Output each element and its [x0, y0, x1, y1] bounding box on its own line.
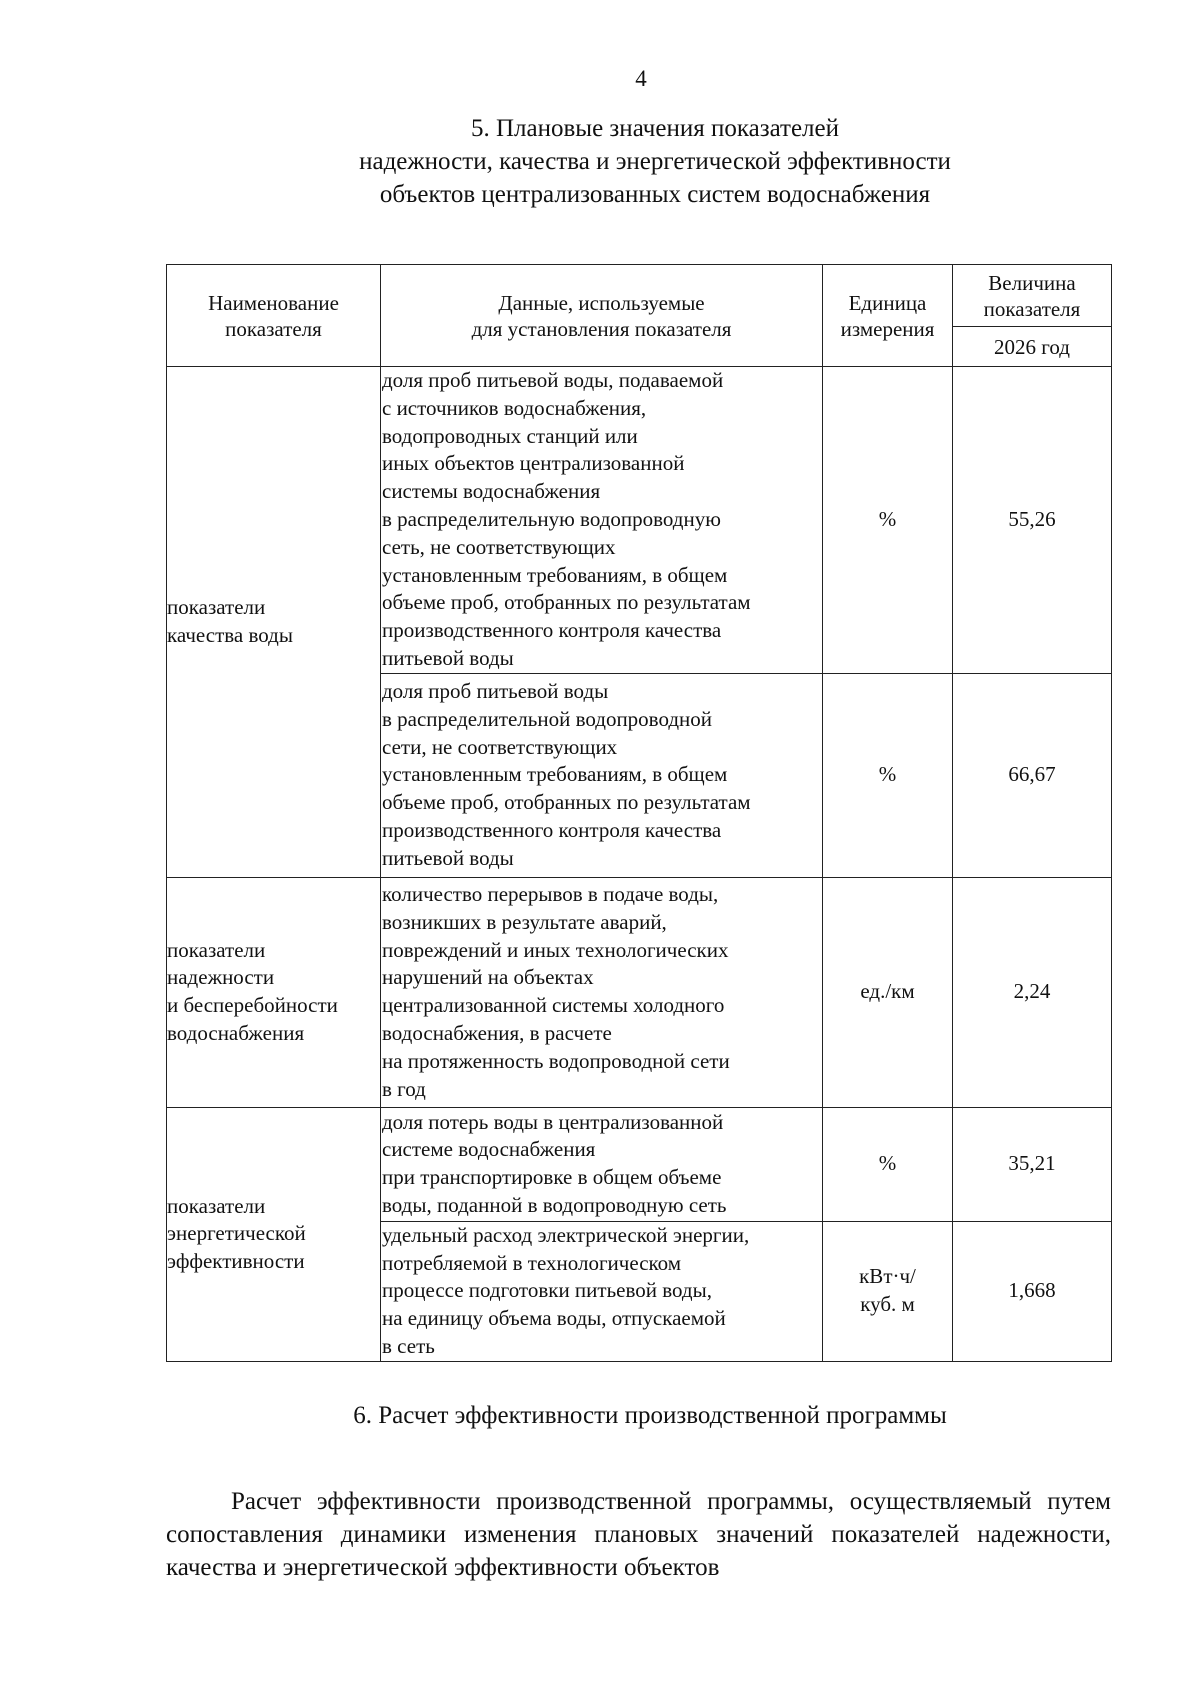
data-line: иных объектов централизованной [382, 451, 685, 476]
data-line: доля проб питьевой воды, подаваемой [382, 368, 724, 392]
table-row [167, 1107, 1112, 1221]
header-text: показателя [983, 296, 1081, 321]
group-name-line: водоснабжения [167, 1021, 305, 1046]
data-line: объеме проб, отобранных по результатам [382, 590, 751, 615]
table-row [167, 877, 1112, 1107]
value-cell: 66,67 [953, 673, 1112, 877]
data-line: с источников водоснабжения, [382, 395, 647, 420]
header-text: Данные, используемые [498, 290, 705, 315]
value-cell: 55,26 [953, 367, 1112, 674]
unit-cell [823, 1107, 953, 1221]
unit-cell [823, 1221, 953, 1361]
group-name-line: показатели [167, 1193, 266, 1218]
unit-cell [823, 367, 953, 674]
table-header-row [167, 265, 1112, 327]
data-line: питьевой воды [382, 845, 514, 870]
data-line: системе водоснабжения [382, 1137, 596, 1162]
data-line: количество перерывов в подаче воды, [382, 882, 719, 907]
body-paragraph: Расчет эффективности производственной программы, осуществляемый путем сопоставления динамики изменения плановых значений показателей надежности, качества и энергетической эффективности объектов [166, 1488, 1111, 1581]
data-line: при транспортировке в общем объеме [382, 1165, 722, 1190]
group-name-line: качества воды [167, 622, 293, 647]
value-cell: 35,21 [953, 1107, 1112, 1221]
data-line: в распределительной водопроводной [382, 706, 713, 731]
value-cell: 1,668 [953, 1221, 1112, 1361]
indicators-table [166, 264, 1112, 1362]
header-unit [823, 265, 953, 367]
data-line: питьевой воды [382, 645, 514, 670]
data-line: потребляемой в технологическом [382, 1250, 682, 1275]
data-line: процессе подготовки питьевой воды, [382, 1278, 712, 1303]
section-5-title-line: объектов централизованных систем водоснабжения [379, 181, 931, 208]
unit-cell [823, 877, 953, 1107]
data-line: воды, поданной в водопроводную сеть [382, 1193, 727, 1218]
header-text: Величина [988, 270, 1076, 295]
data-line: повреждений и иных технологических [382, 937, 729, 962]
header-value [953, 265, 1112, 327]
data-line: водоснабжения, в расчете [382, 1021, 612, 1046]
data-line: на протяженность водопроводной сети [382, 1048, 730, 1073]
data-line: установленным требованиям, в общем [382, 762, 728, 787]
group-name-line: надежности [167, 965, 275, 990]
header-year: 2026 год [953, 327, 1112, 367]
header-text: для установления показателя [471, 316, 732, 341]
data-line: возникших в результате аварий, [382, 909, 667, 934]
unit-line: % [878, 506, 897, 531]
section-5-title [0, 112, 1200, 211]
data-line: централизованной системы холодного [382, 993, 725, 1018]
data-line: доля потерь воды в централизованной [382, 1109, 724, 1134]
indicator-group-name [167, 877, 381, 1107]
data-line: нарушений на объектах [382, 965, 594, 990]
table-row [167, 367, 1112, 674]
value-cell: 2,24 [953, 877, 1112, 1107]
data-line: производственного контроля качества [382, 817, 722, 842]
data-line: удельный расход электрической энергии, [382, 1222, 750, 1247]
group-name-line: энергетической [167, 1221, 306, 1246]
data-line: системы водоснабжения [382, 479, 601, 504]
indicator-data-cell [381, 877, 823, 1107]
indicator-data-cell [381, 1107, 823, 1221]
data-line: установленным требованиям, в общем [382, 562, 728, 587]
group-name-line: и бесперебойности [167, 993, 338, 1018]
unit-line: % [878, 762, 897, 787]
group-name-line: эффективности [167, 1249, 305, 1274]
data-line: водопроводных станций или [382, 423, 638, 448]
unit-line: кВт·ч/ [859, 1264, 916, 1289]
header-indicator-name [167, 265, 381, 367]
indicator-group-name [167, 367, 381, 878]
section-6-title: 6. Расчет эффективности производственной программы [353, 1402, 947, 1429]
unit-line: ед./км [860, 979, 915, 1004]
data-line: сеть, не соответствующих [382, 534, 616, 559]
group-name-line: показатели [167, 595, 266, 620]
data-line: в год [382, 1076, 426, 1101]
header-text: Единица [848, 290, 927, 315]
indicator-data-cell [381, 367, 823, 674]
unit-cell [823, 673, 953, 877]
header-text: измерения [840, 316, 935, 341]
data-line: сети, не соответствующих [382, 734, 618, 759]
header-data-used [381, 265, 823, 367]
page-number: 4 [635, 66, 647, 91]
unit-line: куб. м [860, 1292, 915, 1317]
data-line: на единицу объема воды, отпускаемой [382, 1306, 726, 1331]
data-line: объеме проб, отобранных по результатам [382, 790, 751, 815]
indicator-data-cell [381, 673, 823, 877]
indicator-data-cell [381, 1221, 823, 1361]
data-line: в распределительную водопроводную [382, 506, 721, 531]
unit-line: % [878, 1151, 897, 1176]
section-5-title-line: 5. Плановые значения показателей [470, 115, 840, 142]
data-line: производственного контроля качества [382, 618, 722, 643]
data-line: доля проб питьевой воды [382, 678, 609, 703]
indicator-group-name [167, 1107, 381, 1361]
data-line: в сеть [382, 1333, 435, 1358]
section-5-title-line: надежности, качества и энергетической эффективности [359, 148, 951, 175]
header-text: Наименование [208, 290, 339, 315]
group-name-line: показатели [167, 937, 266, 962]
header-text: показателя [225, 316, 322, 341]
